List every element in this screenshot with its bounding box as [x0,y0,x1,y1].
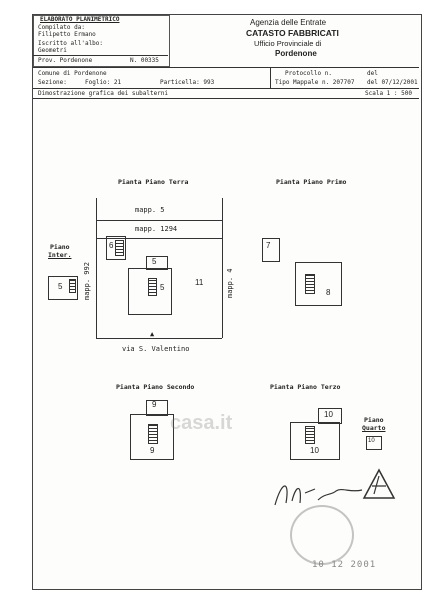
mapp-5-label: mapp. 5 [135,206,165,214]
watermark: casa.it [170,412,233,434]
prov-number: N. 00335 [130,57,159,64]
dimostrazione: Dimostrazione grafica dei subalterni [38,90,169,97]
inter-stairs [69,279,76,293]
terra-stairs-2 [148,278,157,296]
del-1: del [367,70,378,77]
protocollo: Protocollo n. [285,70,332,77]
compilato-label: Compilato da: [38,24,85,31]
iscritto-value: Geometri [38,47,67,54]
terzo-stairs [305,426,315,444]
triangle-logo-icon [362,468,396,500]
terra-right-boundary [222,198,223,338]
header-rule [33,55,168,56]
terra-top-rule [96,220,222,221]
scala: Scala 1 : 500 [365,90,412,97]
terra-sub-5b: 5 [160,283,165,292]
inter-sub-5: 5 [58,282,63,291]
sezione: Sezione: [38,79,67,86]
primo-stairs [305,274,315,294]
agency-line-3: Ufficio Provinciale di [254,39,322,48]
del-2: del 07/12/2001 [367,79,418,86]
primo-title: Pianta Piano Primo [276,178,347,186]
agency-line-4: Pordenone [275,49,317,58]
agency-line-1: Agenzia delle Entrate [250,18,327,27]
quarto-title-2: Quarto [362,424,386,432]
info-divider [270,67,271,88]
comune: Comune di Pordenone [38,70,107,77]
secondo-stairs [148,424,158,444]
terra-street-rule [96,338,222,339]
iscritto-label: Iscritto all'albo: [38,40,104,47]
terzo-sub-10b: 10 [310,446,319,455]
primo-sub-8: 8 [326,288,331,297]
primo-sub-7-room [262,238,280,262]
terra-title: Pianta Piano Terra [118,178,189,186]
mapp-992-label: mapp. 992 [83,262,91,300]
inter-title-1: Piano [50,243,70,251]
terra-stairs [115,240,124,256]
terra-sub-6: 6 [109,241,114,250]
terzo-title: Pianta Piano Terzo [270,383,341,391]
foglio: Foglio: 21 [85,79,122,86]
particella: Particella: 993 [160,79,215,86]
compilato-name: Filipetto Ermano [38,31,96,38]
mapp-4-label: mapp. 4 [226,268,234,298]
secondo-sub-9a: 9 [152,400,157,409]
tipo-mappale: Tipo Mappale n. 207707 [275,79,355,86]
secondo-title: Pianta Piano Secondo [116,383,195,391]
secondo-sub-9b: 9 [150,446,155,455]
inter-title-2: Inter. [48,251,72,259]
prov-label: Prov. Pordenone [38,57,93,64]
primo-sub-8-room [295,262,342,306]
terra-sub-11: 11 [195,278,204,287]
street-label: via S. Valentino [122,345,190,353]
terra-sub-5a: 5 [152,257,157,266]
entrance-arrow-icon: ▲ [150,330,155,338]
elaborato-title: ELABORATO PLANIMETRICO [40,16,120,23]
quarto-sub-10: 10 [368,438,375,444]
primo-sub-7: 7 [266,241,271,250]
terzo-sub-10a: 10 [324,410,333,419]
info-bottom-rule [33,98,419,99]
info-top-rule [33,67,419,68]
info-mid-rule [33,88,419,89]
stamp-date: 10 12 2001 [312,560,377,570]
stamp-circle [290,505,354,565]
terra-left-boundary [96,198,97,338]
agency-line-2: CATASTO FABBRICATI [246,28,339,38]
quarto-title-1: Piano [364,416,384,424]
mapp-1294-label: mapp. 1294 [135,225,178,233]
